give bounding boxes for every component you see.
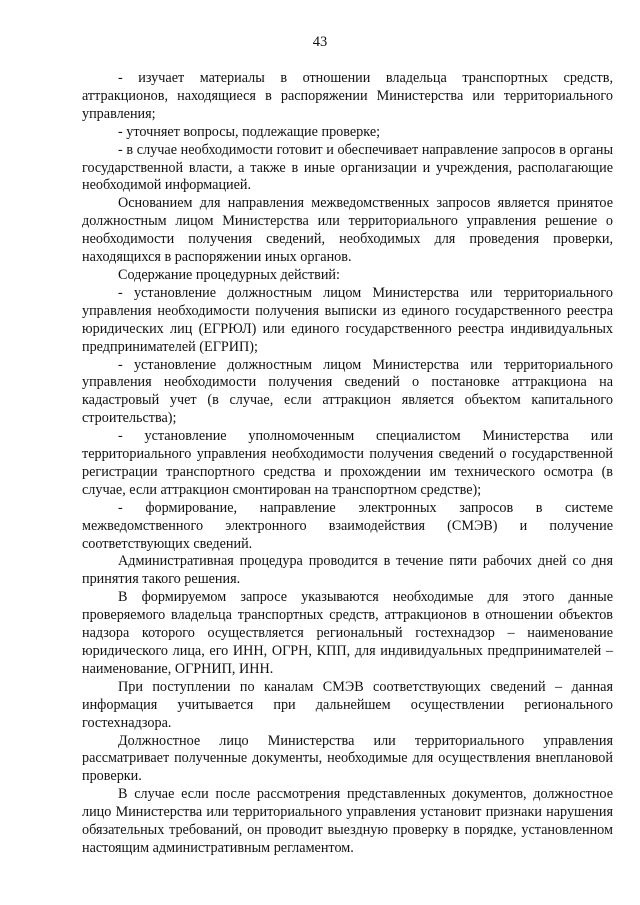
paragraph: Содержание процедурных действий: xyxy=(118,266,340,283)
paragraph: - в случае необходимости готовит и обеспечивает направление запросов в органы государственной власти, а также в иные организации и учреждения, располагающие необходимой информацией. xyxy=(82,141,613,194)
paragraph: - уточняет вопросы, подлежащие проверке; xyxy=(118,123,381,140)
paragraph: Административная процедура проводится в течение пяти рабочих дней со дня принятия такого решения. xyxy=(82,553,613,588)
paragraph: - установление должностным лицом Министерства или территориального управления необходимости получения сведений о постановке аттракциона на кадастровый учет (в случае, если аттракцион является объектом капитального строительства); xyxy=(82,356,613,427)
paragraph: Основанием для направления межведомственных запросов является принятое должностным лицом Министерства или территориального управления решение о необходимости получения сведений, необходимых для проведения проверки, находящихся в распоряжении иных органов. xyxy=(82,195,613,266)
document-body xyxy=(82,70,613,858)
paragraph: При поступлении по каналам СМЭВ соответствующих сведений – данная информация учитывается при дальнейшем осуществлении регионального гостехнадзора. xyxy=(82,678,613,731)
page-number: 43 xyxy=(312,34,328,50)
paragraph: - формирование, направление электронных запросов в системе межведомственного электронного взаимодействия (СМЭВ) и получение соответствующих сведений. xyxy=(82,499,613,552)
paragraph: В формируемом запросе указываются необходимые для этого данные проверяемого владельца транспортных средств, аттракционов в отношении объектов надзора которого осуществляется региональный гостехнадзор – наименование юридического лица, его ИНН, ОГРН, КПП, для индивидуальных предпринимателей – наименование, ОГРНИП, ИНН. xyxy=(82,589,613,677)
paragraph: - изучает материалы в отношении владельца транспортных средств, аттракционов, находящиеся в распоряжении Министерства или территориального управления; xyxy=(82,70,613,122)
paragraph: В случае если после рассмотрения представленных документов, должностное лицо Министерства или территориального управления установит признаки нарушения обязательных требований, он проводит выездную проверку в порядке, установленном настоящим административным регламентом. xyxy=(82,786,613,856)
paragraph: - установление должностным лицом Министерства или территориального управления необходимости получения выписки из единого государственного реестра юридических лиц (ЕГРЮЛ) или единого государственного реестра индивидуальных предпринимателей (ЕГРИП); xyxy=(82,284,613,355)
paragraph: - установление уполномоченным специалистом Министерства или территориального управления необходимости получения сведений о государственной регистрации транспортного средства и прохождении им технического осмотра (в случае, если аттракцион смонтирован на транспортном средстве); xyxy=(82,428,613,498)
paragraph: Должностное лицо Министерства или территориального управления рассматривает полученные документы, необходимые для осуществления внеплановой проверки. xyxy=(82,732,613,785)
